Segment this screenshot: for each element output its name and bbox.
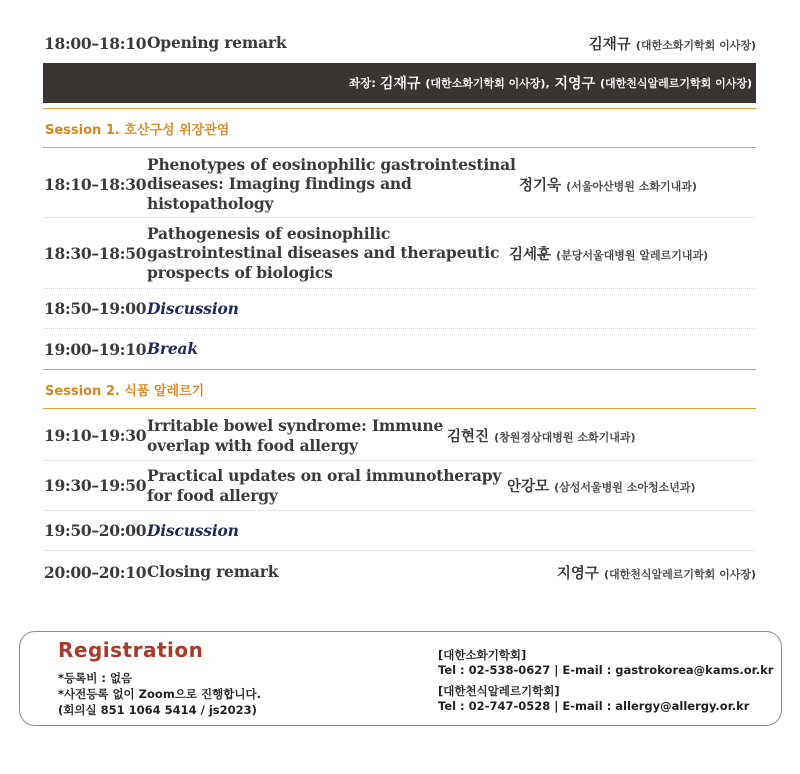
time: 18:00–18:10 [44,33,147,53]
schedule-row [44,218,756,289]
schedule-row [44,151,756,218]
speaker: 안강모 (삼성서울병원 소아청소년과) [507,479,696,495]
time: 18:50–19:00 [44,299,147,318]
schedule-row [44,461,756,511]
registration-fee: *등록비 : 없음 [58,671,133,685]
time: 19:50–20:00 [44,521,147,540]
time: 19:00–19:10 [44,339,147,359]
chair-affil-1: (대한소화기학회 이사장), [425,77,550,90]
speaker: 지영구 (대한천식알레르기학회 이사장) [556,565,756,582]
chair-bar [43,63,756,103]
registration-box [19,631,782,726]
title: Practical updates on oral immunotherapy for food allergy [147,466,502,505]
org2-contact: Tel : 02-747-0528 | E-mail : allergy@allergy.or.kr [438,699,750,713]
schedule-row-discussion [44,511,756,551]
time: 19:30–19:50 [44,476,147,495]
time: 18:30–18:50 [44,243,147,263]
schedule-row-closing [44,551,756,593]
chair-affil-2: (대한천식알레르기학회 이사장) [599,77,752,90]
title: Closing remark [147,562,279,582]
title: Irritable bowel syndrome: Immune overlap with food allergy [147,416,444,455]
title: Opening remark [147,33,287,53]
zoom-meeting-id: (회의실 851 1064 5414 / js2023) [58,703,257,717]
time: 20:00–20:10 [44,562,147,582]
org1-contact: Tel : 02-538-0627 | E-mail : gastrokorea@kams.or.kr [438,663,774,677]
title: Break [147,339,198,359]
time: 19:10–19:30 [44,426,147,445]
schedule-row-break [44,329,756,369]
schedule-row-discussion [44,289,756,329]
title: Discussion [147,520,239,540]
org2-name: [대한천식알레르기학회] [438,684,560,698]
speaker: 김재규 (대한소화기학회 이사장) [588,36,756,53]
schedule-row-opening [44,24,756,62]
org1-name: [대한소화기학회] [438,648,527,662]
chair-name-1: 김재규 [379,76,421,92]
title: Phenotypes of eosinophilic gastrointestinal diseases: Imaging findings and histopathology [147,154,516,213]
chair-name-2: 지영구 [554,76,596,92]
title: Discussion [147,298,239,318]
speaker: 김세훈 (분당서울대병원 알레르기내과) [509,246,709,263]
time: 18:10–18:30 [44,174,147,194]
session-2-heading: Session 2. 식품 알레르기 [43,369,756,409]
schedule-row [44,411,756,461]
speaker: 김현진 (창원경상대병원 소화기내과) [447,429,636,445]
title: Pathogenesis of eosinophilic gastrointestinal diseases and therapeutic prospects of biologics [147,223,500,282]
chair-label: 좌장: [349,76,376,90]
registration-note: *사전등록 없이 Zoom으로 진행합니다. [58,687,261,701]
registration-title: Registration [58,638,204,662]
session-1-heading: Session 1. 호산구성 위장관염 [43,108,756,148]
speaker: 정기욱 (서울아산병원 소화기내과) [519,177,697,194]
